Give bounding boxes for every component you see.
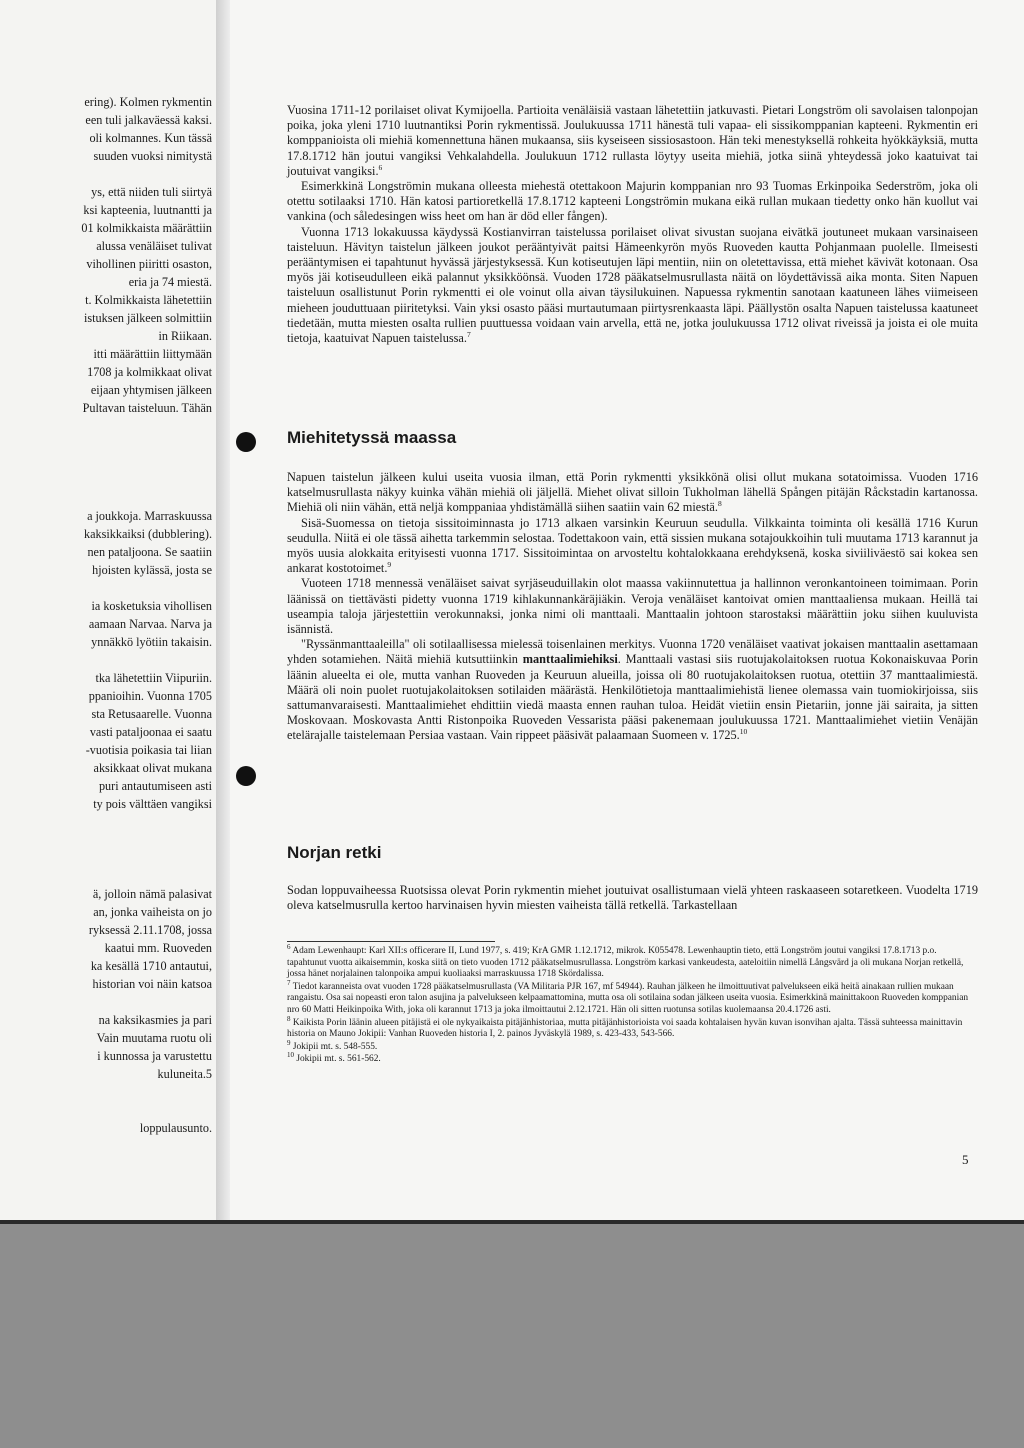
section-heading-1: Miehitetyssä maassa <box>287 428 457 447</box>
margin-bullet-icon <box>236 432 256 452</box>
section-2-text <box>287 883 978 913</box>
left-page-line: oli kolmannes. Kun tässä <box>89 131 212 145</box>
footnote <box>287 978 977 1017</box>
left-page-line: suuden vuoksi nimitystä <box>93 149 212 163</box>
footnote-ref: 7 <box>466 329 471 339</box>
left-page-line: vasti pataljoonaa ei saatu <box>89 725 212 739</box>
intro-paragraph-1: Vuosina 1711-12 porilaiset olivat Kymijoella. Partioita venäläisiä vastaan lähetettiin jatkuvasti. Pietari Longström oli savolaisen talonpojan poika, joka yleni 1710 luutnantiksi Porin rykmentissä. Joulukuussa 1711 hänestä tuli vapaa- eli sissikomppanian kapteeni. Rykmentin eri komppanioista oli miehiä komennettuna hänen mukaansa, siis kyseiseen sissiosastoon. Hän teki menestyksellä rohkeita hyökkäyksiä, mutta 17.8.1712 hän joutui vangiksi Vehkalahdella. Joulukuun 1712 rullasta löytyy useita miehiä, jotka siinä yhteydessä joko kaatuivat tai joutuivat vangiksi.$^6$ <box>287 103 978 178</box>
margin-bullet-icon <box>236 766 256 786</box>
intro-paragraph-3: Vuonna 1713 lokakuussa käydyssä Kostianvirran taistelussa porilaiset olivat sivustan suojana eivätkä joutuneet mukaan varsinaiseen taisteluun. Hävityn taistelun jälkeen joukot perääntyivät paitsi Hämeenkyrön myös Ruoveden kautta Pohjanmaan puolelle. Ilmeisesti perääntymisen ei tapahtunut hyvässä järjestyksessä. Kun kotiseutujen läpi mentiin, niin on oletettavissa, että miehet kävivät kotonaan. Osa myös jäi kotiseudulleen eikä palannut yksikköönsä. Vuoden 1728 pääkatselmusrullasta näitä on löydettävissä aika monta. Siten Napuen taisteluun osallistunut Porin rykmentti ei ole voinut olla aivan täysilukuinen. Napuessa rykmentin sanotaan kaatuneen lähes viimeiseen mieheen jouduttuaan piiritetyksi. Vain yksi osasto pääsi murtautumaan piirtysrenkaasta läpi. Päällystön osalta Napuen taistelussa kaatuneet tiedetään, mutta miesten osalta rullien puuttuessa voidaan vain arvella, että ne, jotka joulukuussa 1712 olivat riveissä ja joista ei ole muita tietoja, kaatuivat Napuen taistelussa.$^7$ <box>287 224 978 346</box>
left-page-line: kuluneita.5 <box>157 1067 212 1081</box>
left-page-line: 01 kolmikkaista määrättiin <box>81 221 212 235</box>
section-1-paragraph-1: Napuen taistelun jälkeen kului useita vuosia ilman, että Porin rykmentti yksikkönä olisi ollut mukana sotatoimissa. Vuoden 1716 katselmusrullasta näkyy kuinka vähän miehiä oli jäljellä. Miehet olivat silloin Tukholman lähellä Spången pitäjän Råckstadin kartanossa. Miehiä oli niin vähän, että neljä komppaniaa yhdistämällä siihen saatiin vain 62 miestä.$^8$ <box>287 470 978 515</box>
left-page-line: ia kosketuksia vihollisen <box>91 599 212 613</box>
section-1-paragraph-2: Sisä-Suomessa on tietoja sissitoiminnasta jo 1713 alkaen varsinkin Keuruun seudulla. Vilkkainta toiminta oli kesällä 1716 Kurun seudulla. Niitä ei ole tässä aihetta tarkemmin selostaa. Todettakoon vain, että sissien mukana sotajoukkoihin tuli muutama 1713 karannut ja myös uusia alokkaita erityisesti vuonna 1717. Sissitoimintaa on arvosteltu kohtalokkaana erehdyksenä, koska siviiliväestö sai kokea sen ankarat kostotoimet.$^9$ <box>287 515 978 576</box>
left-page-line: Pultavan taisteluun. Tähän <box>82 401 212 415</box>
left-page-line: een tuli jalkaväessä kaksi. <box>85 113 212 127</box>
left-page-line: -vuotisia poikasia tai liian <box>85 743 212 757</box>
footnote-text: Tiedot karanneista ovat vuoden 1728 pääkatselmusrullasta (VA Militaria PJR 167, mf 54944). Rauhan jälkeen he ilmoittuutivat palvelukseen eikä heitä ainakaan rullien mukaan rangaistu. Osa sai nopeasti eron talon asujina ja palvelukseen kelpaamattomina, mutta osa oli sotilaina sodan jälkeen useita vuosia. Esimerkkinä mainittakoon Ruoveden komppanian nro 60 Matti Heikinpoika With, joka oli karannut 1713 ja joka ilmoittautui 2.12.1721. Hän oli sitten ruotunsa sotilas kuolemaansa 20.4.1726 asti. <box>287 981 969 1015</box>
left-page-fragment <box>0 0 218 1220</box>
footnote-number: 10 <box>287 1051 294 1060</box>
left-page-line: a joukkoja. Marraskuussa <box>87 509 212 523</box>
section-2-paragraph-1: Sodan loppuvaiheessa Ruotsissa olevat Porin rykmentin miehet joutuivat osallistumaan vielä yhteen raskaaseen sotaretkeen. Vuodelta 1719 oleva katselmusrulla kertoo harvinaisen hyvin miesten vaiheista tällä retkellä. Tarkastellaan <box>287 883 978 913</box>
left-page-line: itti määrättiin liittymään <box>93 347 212 361</box>
left-page-line: ys, että niiden tuli siirtyä <box>91 185 212 199</box>
footnotes <box>287 942 977 1067</box>
left-page-line: aamaan Narvaa. Narva ja <box>88 617 212 631</box>
left-page-line: loppulausunto. <box>139 1121 212 1135</box>
footnote-ref: 9 <box>387 560 392 570</box>
footnote <box>287 942 977 981</box>
left-page-line: Vain muutama ruotu oli <box>96 1031 212 1045</box>
left-page-line: ka kesällä 1710 antautui, <box>90 959 212 973</box>
footnote <box>287 1038 977 1054</box>
left-page-line: istuksen jälkeen solmittiin <box>84 311 212 325</box>
footnote-ref: 10 <box>739 727 748 737</box>
footnote-text: Jokipii mt. s. 548-555. <box>292 1041 378 1052</box>
left-page-line: hjoisten kylässä, josta se <box>92 563 212 577</box>
left-page-line: nen pataljoona. Se saatiin <box>87 545 212 559</box>
left-page-line: sta Retusaarelle. Vuonna <box>91 707 212 721</box>
left-page-line: eria ja 74 miestä. <box>128 275 212 289</box>
footnote-number: 7 <box>287 978 291 987</box>
footnote-ref: 6 <box>378 162 383 172</box>
section-1-paragraph-3: Vuoteen 1718 mennessä venäläiset saivat syrjäseuduillakin olot maassa vakiinnutettua ja hallinnon veronkantoineen toimimaan. Porin läänissä on tiettävästi pidetty vuonna 1719 kihlakunnankäräjiäkin. Veroja venäläiset kantoivat omien manttaaliensa mukaan. Heillä tai useampia taloja järjestettiin verokunnaksi, jonka nimi oli manttaali. Manttaalin johtoon starostaksi määrättiin joku siihen kuuluvista isännistä. <box>287 576 978 637</box>
left-page-line: na kaksikasmies ja pari <box>98 1013 212 1027</box>
intro-text <box>287 103 978 346</box>
scan-background <box>0 1220 1024 1448</box>
left-page-line: ksi kapteenia, luutnantti ja <box>83 203 212 217</box>
left-page-line: ty pois välttäen vangiksi <box>93 797 212 811</box>
left-page-line: kaksikkaiksi (dubblering). <box>84 527 212 541</box>
left-page-line: puri antautumiseen asti <box>98 779 212 793</box>
left-page-line: ering). Kolmen rykmentin <box>84 95 212 109</box>
intro-paragraph-2: Esimerkkinä Longströmin mukana olleesta miehestä otettakoon Majurin komppanian nro 93 Tuomas Erkinpoika Sederström, joka oli otettu sotilaaksi 1710. Hän katosi partioretkellä 17.8.1712 kapteeni Longströmin mukana eikä rullan mukaan tiedetty onko hän kuollut vai vankina (och såledesingen wiss heet om han är död eller fången). <box>287 179 978 224</box>
left-page-line: in Riikaan. <box>158 329 212 343</box>
page-edge-shadow <box>0 1220 1024 1224</box>
section-heading-2: Norjan retki <box>287 843 382 862</box>
footnote-ref: 8 <box>717 499 722 509</box>
left-page-line: eijaan yhtymisen jälkeen <box>90 383 212 397</box>
left-page-line: ä, jolloin nämä palasivat <box>92 887 212 901</box>
footnote-number: 6 <box>287 942 291 951</box>
left-page-line: aksikkaat olivat mukana <box>93 761 212 775</box>
footnote-text: Kaikista Porin läänin alueen pitäjistä ei ole nykyaikaista pitäjänhistoriaa, mutta pitäjänhistorioista voi saada kohtalaisen hyvän kuvan isonvihan ajalta. Tässä suhteessa mainittavin historia on Mauno Jokipii: Vanhan Ruoveden historia I, 2. painos Jyväskylä 1989, s. 423-433, 543-566. <box>287 1017 963 1040</box>
left-page-line: ryksessä 2.11.1708, jossa <box>88 923 212 937</box>
left-page-line: i kunnossa ja varustettu <box>97 1049 212 1063</box>
footnote <box>287 1014 977 1041</box>
left-page-line: t. Kolmikkaista lähetettiin <box>85 293 212 307</box>
footnote <box>287 1051 977 1066</box>
footnote-number: 8 <box>287 1014 291 1023</box>
left-page-line: alussa venäläiset tulivat <box>96 239 212 253</box>
left-page-line: kaatui mm. Ruoveden <box>104 941 212 955</box>
bold-term: manttaalimiehiksi <box>522 652 618 667</box>
left-page-line: historian voi näin katsoa <box>92 977 212 991</box>
footnote-number: 9 <box>287 1038 291 1047</box>
left-page-line: vihollinen piiritti osaston, <box>86 257 212 271</box>
left-page-line: an, jonka vaiheista on jo <box>93 905 212 919</box>
left-page-line: 1708 ja kolmikkaat olivat <box>87 365 212 379</box>
left-page-line: ynnäkkö lyötiin takaisin. <box>91 635 212 649</box>
footnote-text: Adam Lewenhaupt: Karl XII:s officerare II, Lund 1977, s. 419; KrA GMR 1.12.1712, mikrok. K055478. Lewenhauptin tieto, että Longström joutui vangiksi 17.8.1713 p.o. tapahtunut vuotta aikaisemmin, koska siitä on tieto vuoden 1712 pääkatselmusrullassa. Longström karkasi vankeudesta, aateloitiin nimellä Långsvärd ja oli mukana Norjan retkellä, jossa hänet norjalainen talonpoika ampui kuoliaaksi marraskuussa 1718 Skördalissa. <box>287 946 964 980</box>
section-1-text <box>287 470 978 744</box>
section-1-paragraph-4: "Ryssänmanttaaleilla" oli sotilaallisessa mielessä toisenlainen merkitys. Vuonna 1720 venäläiset vaativat jokaisen manttaalin asettamaan yhden sotamiehen. Näitä miehiä kutsuttiinkin manttaalimiehiksi. Manttaali vastasi siis ruotujakolaitoksen ruotua Kokonaiskuvaa Porin läänin alueelta ei ole, mutta vanhan Ruoveden ja Keuruun alueilla, joissa oli 80 ruotujakolaitoksen ruotua, otettiin 37 manttaalimiestä. Määrä oli noin puolet ruotujakolaitoksen sotilaiden määrästä. Henkilötietoja manttaalimiehistä lienee olemassa vain tuomiokirjoissa, siis sattumanvaraisesti. Manttaalimiehet ehdittiin viedä maasta ennen rauhan tuloa. Heidät vietiin ensin Pietariin, jonne jäi sairaita, ja sitten Moskovaan. Moskovasta Antti Ristonpoika Ruoveden Vessarista pääsi pakenemaan joulukuussa 1721. Manttaalimiehet vietiin Venäjän etelärajalle taistelemaan Persiaa vastaan. Vain rippeet pääsivät palaamaan Suomeen v. 1725.10 <box>287 637 978 743</box>
footnote-divider <box>287 941 495 942</box>
left-page-line: ppanioihin. Vuonna 1705 <box>88 689 212 703</box>
left-page-line: tka lähetettiin Viipuriin. <box>95 671 212 685</box>
footnote-text: Jokipii mt. s. 561-562. <box>296 1054 381 1065</box>
page-number: 5 <box>962 1152 969 1167</box>
